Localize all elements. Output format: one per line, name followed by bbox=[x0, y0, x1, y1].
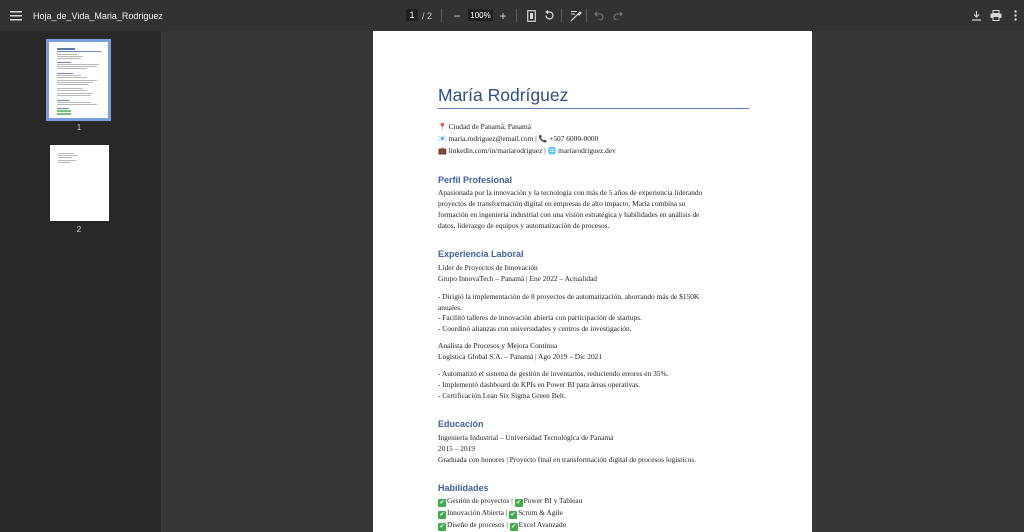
skills-row: ✔ Diseño de procesos | ✔ Excel Avanzado bbox=[439, 520, 567, 530]
toolbar-divider bbox=[561, 9, 562, 22]
zoom-level-input[interactable]: 100% bbox=[468, 9, 493, 21]
education-line: 2015 – 2019 bbox=[438, 444, 475, 453]
job-company: Grupo InnovaTech – Panamá | Ene 2022 – Actualidad bbox=[438, 274, 597, 283]
education-line: Ingeniería Industrial – Universidad Tecnológica de Panamá bbox=[438, 433, 614, 442]
thumbnail-sidebar bbox=[0, 31, 161, 532]
profile-line: datos, liderazgo de equipos y automatización de procesos. bbox=[438, 221, 610, 230]
email-icon: 📧 bbox=[438, 135, 447, 143]
profile-line: proyectos de transformación digital en empresas de alto impacto. María combina su bbox=[438, 199, 686, 208]
thumbnail-label: 2 bbox=[76, 225, 82, 234]
download-icon[interactable] bbox=[969, 0, 983, 31]
globe-icon: 🌐 bbox=[547, 147, 557, 155]
skills-row: ✔ Innovación Abierta | ✔ Scrum & Agile bbox=[439, 508, 563, 518]
skills-heading: Habilidades bbox=[438, 483, 489, 493]
checkmark-icon: ✔ bbox=[511, 524, 517, 530]
job-bullet: - Facilitó talleres de innovación abierta con participación de startups. bbox=[438, 313, 642, 322]
checkmark-icon: ✔ bbox=[510, 512, 516, 518]
more-icon[interactable] bbox=[1010, 0, 1020, 31]
document-title: Hoja_de_Vida_Maria_Rodriguez bbox=[33, 10, 163, 21]
page-separator: / bbox=[422, 10, 425, 21]
job-title: Analista de Procesos y Mejora Continua bbox=[438, 341, 558, 350]
menu-icon[interactable] bbox=[8, 0, 24, 31]
job-bullet: - Coordinó alianzas con universidades y centros de investigación. bbox=[438, 324, 632, 333]
job-bullet: - Implementó dashboard de KPIs en Power BI para áreas operativas. bbox=[438, 380, 641, 389]
redo-icon[interactable] bbox=[611, 0, 625, 31]
zoom-in-button[interactable]: + bbox=[499, 8, 507, 23]
job-company: Logística Global S.A. – Panamá | Ago 2019 – Dic 2021 bbox=[438, 352, 603, 361]
page-total: 2 bbox=[427, 10, 433, 21]
zoom-out-button[interactable]: − bbox=[453, 8, 461, 23]
contact-location: 📍 Ciudad de Panamá, Panamá bbox=[438, 122, 532, 131]
checkmark-icon: ✔ bbox=[516, 500, 522, 506]
resume-name: María Rodríguez bbox=[438, 85, 569, 105]
toolbar-divider bbox=[441, 9, 442, 22]
checkmark-icon: ✔ bbox=[439, 512, 445, 518]
checkmark-icon: ✔ bbox=[439, 524, 445, 530]
page-thumbnail-1[interactable] bbox=[49, 42, 108, 118]
profile-line: Apasionada por la innovación y la tecnología con más de 5 años de experiencia liderando bbox=[438, 188, 703, 197]
contact-links: 💼 linkedin.com/in/mariarodriguez | 🌐 mariarodriguez.dev bbox=[438, 146, 616, 155]
thumbnail-label: 1 bbox=[76, 123, 82, 132]
job-bullet: - Automatizó el sistema de gestión de inventarios, reduciendo errores en 35%. bbox=[438, 369, 669, 378]
location-pin-icon: 📍 bbox=[438, 123, 447, 131]
job-bullet: - Certificación Lean Six Sigma Green Belt. bbox=[438, 391, 566, 400]
pdf-toolbar bbox=[0, 0, 1024, 31]
page-number-input[interactable]: 1 bbox=[406, 9, 418, 21]
job-title: Líder de Proyectos de Innovación bbox=[438, 263, 538, 272]
fit-page-icon[interactable] bbox=[524, 0, 538, 31]
document-viewer[interactable] bbox=[161, 31, 1024, 532]
rotate-icon[interactable] bbox=[542, 0, 556, 31]
profile-line: formación en ingeniería industrial con una visión estratégica y habilidades en análisis de bbox=[438, 210, 700, 219]
profile-heading: Perfil Profesional bbox=[438, 175, 513, 185]
job-bullet: anuales. bbox=[438, 303, 463, 312]
annotate-icon[interactable] bbox=[568, 0, 584, 31]
undo-icon[interactable] bbox=[592, 0, 606, 31]
education-line: Graduada con honores | Proyecto final en transformación digital de procesos logísticos. bbox=[438, 455, 697, 464]
experience-heading: Experiencia Laboral bbox=[438, 249, 524, 259]
resume-page bbox=[373, 31, 812, 532]
contact-email-phone: 📧 maria.rodriguez@email.com | 📞 +507 6000-0000 bbox=[438, 134, 599, 143]
education-heading: Educación bbox=[438, 419, 484, 429]
toolbar-divider bbox=[586, 9, 587, 22]
name-underline bbox=[438, 108, 749, 109]
job-bullet: - Dirigió la implementación de 8 proyectos de automatización, ahorrando más de $150K bbox=[438, 292, 700, 301]
briefcase-icon: 💼 bbox=[438, 147, 447, 155]
skills-row: ✔ Gestión de proyectos | ✔ Power BI y Tableau bbox=[439, 496, 583, 506]
phone-icon: 📞 bbox=[538, 135, 548, 143]
page-thumbnail-2[interactable] bbox=[50, 145, 109, 221]
toolbar-divider bbox=[516, 9, 517, 22]
print-icon[interactable] bbox=[989, 0, 1003, 31]
checkmark-icon: ✔ bbox=[439, 500, 445, 506]
